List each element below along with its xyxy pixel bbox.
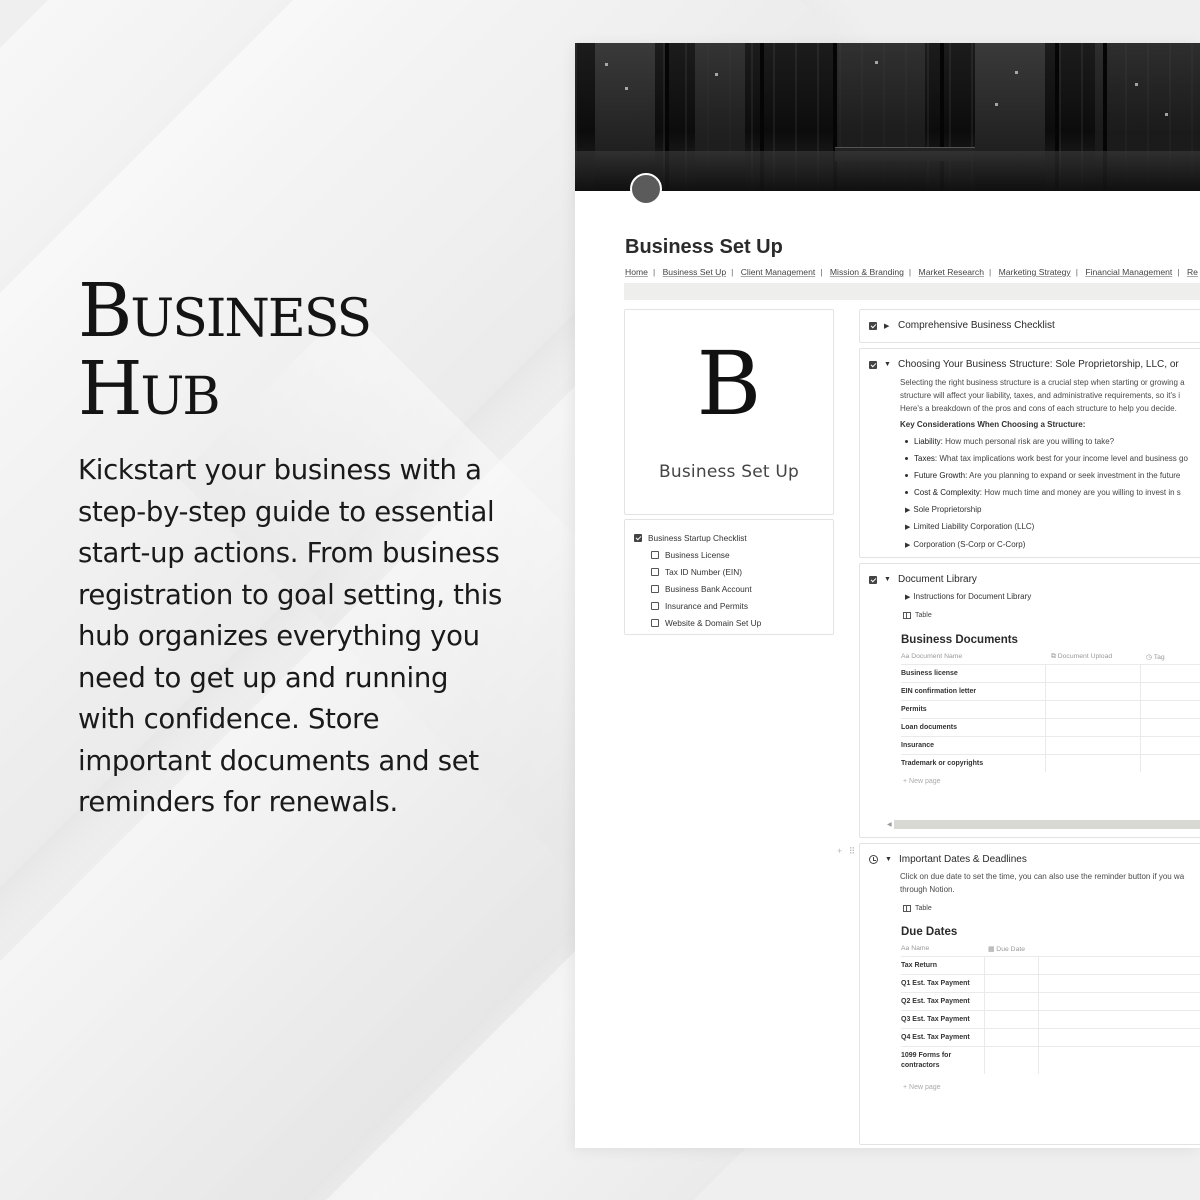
checkbox-icon[interactable] <box>651 551 659 559</box>
table-view-label: Table <box>915 905 932 912</box>
key-considerations-heading: Key Considerations When Choosing a Structure: <box>900 420 1086 429</box>
nav-link-home[interactable]: Home <box>625 267 648 277</box>
toggle-llc[interactable] <box>905 522 1034 531</box>
toggle-doc-instructions[interactable] <box>905 592 1031 601</box>
bullet-text: How much personal risk are you willing to take? <box>942 437 1115 446</box>
structure-paragraph <box>900 376 1200 415</box>
table-row[interactable] <box>901 992 1200 1010</box>
important-dates-toggle[interactable] <box>869 854 1027 865</box>
cell-name[interactable]: Q4 Est. Tax Payment <box>901 1029 985 1046</box>
cell-document-name[interactable]: Trademark or copyrights <box>901 755 1046 772</box>
toggle-right-icon[interactable]: ▶ <box>905 507 911 514</box>
page-title: Business Set Up <box>625 236 783 258</box>
divider-bar <box>624 283 1200 300</box>
logo-card[interactable] <box>624 309 834 515</box>
page-icon[interactable] <box>630 173 662 205</box>
cell-document-name[interactable]: EIN confirmation letter <box>901 683 1046 700</box>
checkbox-checked-icon[interactable] <box>869 322 877 330</box>
important-dates-block <box>859 843 1200 1145</box>
cell-name-line: contractors <box>901 1062 940 1069</box>
checklist-item[interactable] <box>634 597 833 614</box>
checklist-item-label: Website & Domain Set Up <box>665 617 762 628</box>
toggle-label: Instructions for Document Library <box>913 592 1032 601</box>
column-tag[interactable]: ◷ Tag <box>1146 654 1165 661</box>
cell-document-name[interactable]: Insurance <box>901 737 1046 754</box>
toggle-right-icon[interactable]: ▶ <box>884 322 890 330</box>
toggle-down-icon[interactable]: ▼ <box>884 361 891 368</box>
bullet-text: What tax implications work best for your income level and business go <box>937 454 1188 463</box>
nav-link-business-set-up[interactable]: Business Set Up <box>662 267 727 277</box>
table-row[interactable] <box>901 1046 1200 1074</box>
bullet-label: Future Growth: <box>914 471 968 480</box>
cell-name[interactable]: Tax Return <box>901 957 985 974</box>
consideration-bullet <box>905 437 1114 446</box>
column-document-name[interactable]: Aa Document Name <box>901 653 963 660</box>
structure-paragraph-line: Here's a breakdown of the pros and cons of each structure to help you decide. <box>900 404 1177 413</box>
cell-name[interactable]: Q3 Est. Tax Payment <box>901 1011 985 1028</box>
table-icon <box>903 905 911 912</box>
business-structure-toggle[interactable] <box>869 359 1179 370</box>
breadcrumb-nav: Home | Business Set Up | Client Management | Mission & Branding | Market Research | Marketing Strategy | Financial Management | Re <box>625 267 1198 277</box>
nav-link-market-research[interactable]: Market Research <box>918 267 984 277</box>
table-view-tab[interactable] <box>903 905 932 912</box>
notion-page <box>575 43 1200 1148</box>
structure-paragraph-line: Selecting the right business structure is a crucial step when starting or growing a <box>900 378 1185 387</box>
checkbox-icon[interactable] <box>651 585 659 593</box>
checklist-item-label: Business License <box>665 549 730 560</box>
nav-link-truncated[interactable]: Re <box>1186 267 1198 277</box>
checkbox-icon[interactable] <box>651 619 659 627</box>
table-row[interactable] <box>901 736 1200 754</box>
table-row[interactable] <box>901 682 1200 700</box>
toggle-label: Corporation (S-Corp or C-Corp) <box>913 540 1026 549</box>
table-row[interactable] <box>901 956 1200 974</box>
cell-document-name[interactable]: Business license <box>901 665 1046 682</box>
toggle-label: Limited Liability Corporation (LLC) <box>913 522 1035 531</box>
toggle-label: Sole Proprietorship <box>913 505 982 514</box>
checklist-item[interactable] <box>634 614 833 631</box>
hero-title-line2: Hub <box>78 346 219 432</box>
cell-name-line: 1099 Forms for <box>901 1052 952 1059</box>
table-view-tab[interactable] <box>903 612 932 619</box>
nav-link-financial-management[interactable]: Financial Management <box>1085 267 1173 277</box>
cell-name[interactable] <box>901 1047 985 1074</box>
bullet-text: Are you planning to expand or seek investment in the future <box>967 471 1181 480</box>
horizontal-scrollbar[interactable] <box>894 820 1200 829</box>
nav-link-client-management[interactable]: Client Management <box>740 267 816 277</box>
table-row[interactable] <box>901 718 1200 736</box>
checkbox-icon[interactable] <box>651 602 659 610</box>
consideration-bullet <box>905 488 1181 497</box>
comprehensive-checklist-title: Comprehensive Business Checklist <box>898 320 1055 331</box>
column-document-upload[interactable]: ⧉ Document Upload <box>1051 653 1113 660</box>
checklist-item-label: Tax ID Number (EIN) <box>665 566 742 577</box>
checklist-item[interactable] <box>634 580 833 597</box>
hero-title <box>78 268 548 432</box>
hero-title-line1: Business <box>78 268 371 354</box>
consideration-bullet <box>905 471 1180 480</box>
nav-link-marketing-strategy[interactable]: Marketing Strategy <box>998 267 1071 277</box>
checkbox-checked-icon[interactable] <box>869 361 877 369</box>
document-library-toggle[interactable] <box>869 574 977 585</box>
table-icon <box>903 612 911 619</box>
bullet-label: Taxes: <box>914 454 938 463</box>
business-structure-title: Choosing Your Business Structure: Sole Proprietorship, LLC, or <box>898 359 1179 370</box>
checkbox-checked-icon[interactable] <box>869 576 877 584</box>
bullet-label: Liability: <box>914 437 943 446</box>
checklist-item-label: Insurance and Permits <box>665 600 749 611</box>
structure-paragraph-line: structure will affect your liability, taxes, and administrative requirements, so it's i <box>900 391 1181 400</box>
checklist-header[interactable] <box>634 529 833 546</box>
due-dates-table <box>901 956 1200 1074</box>
table-row[interactable] <box>901 700 1200 718</box>
column-name[interactable]: Aa Name <box>901 945 930 952</box>
toggle-right-icon[interactable]: ▶ <box>905 524 911 531</box>
new-page-button[interactable]: + New page <box>903 1084 941 1091</box>
logo-letter: B <box>696 332 762 435</box>
logo-caption: Business Set Up <box>659 462 799 482</box>
document-library-block <box>859 563 1200 838</box>
dates-paragraph <box>900 870 1200 896</box>
nav-link-mission-branding[interactable]: Mission & Branding <box>829 267 904 277</box>
toggle-down-icon[interactable]: ▼ <box>885 856 892 863</box>
clock-icon <box>869 855 878 864</box>
checklist-item-label: Business Bank Account <box>665 583 752 594</box>
column-due-date[interactable]: ▦ Due Date <box>988 946 1026 953</box>
comprehensive-checklist-toggle[interactable] <box>869 320 1055 331</box>
table-row[interactable] <box>901 1010 1200 1028</box>
checklist-item[interactable] <box>634 563 833 580</box>
table-row[interactable] <box>901 1028 1200 1046</box>
dates-paragraph-line: Click on due date to set the time, you can also use the reminder button if you wa <box>900 872 1185 881</box>
important-dates-title: Important Dates & Deadlines <box>899 854 1027 865</box>
checklist-item[interactable] <box>634 546 833 563</box>
toggle-corporation[interactable] <box>905 540 1025 549</box>
checkbox-icon[interactable] <box>651 568 659 576</box>
drag-handle-icon[interactable]: + ⠿ <box>837 846 858 856</box>
startup-checklist-card <box>624 519 834 635</box>
checkbox-checked-icon[interactable] <box>634 534 642 542</box>
dates-paragraph-line: through Notion. <box>900 885 955 894</box>
table-row[interactable] <box>901 754 1200 772</box>
hero-description: Kickstart your business with a step-by-step guide to essential start-up actions. From business registration to goal setting, this hub organizes everything you need to get up and running with confidence. Store important documents and set reminders for renewals. <box>78 454 503 818</box>
toggle-down-icon[interactable]: ▼ <box>884 576 891 583</box>
due-dates-title: Due Dates <box>901 926 958 938</box>
bullet-label: Cost & Complexity: <box>914 488 983 497</box>
documents-table <box>901 664 1200 772</box>
document-library-title: Document Library <box>898 574 977 585</box>
business-structure-block <box>859 348 1200 558</box>
business-documents-title: Business Documents <box>901 634 1018 646</box>
scroll-left-icon[interactable]: ◀ <box>887 822 892 828</box>
toggle-right-icon[interactable]: ▶ <box>905 542 911 549</box>
cell-name[interactable]: Q2 Est. Tax Payment <box>901 993 985 1010</box>
documents-table-header <box>901 653 1165 661</box>
due-dates-table-header <box>901 945 1025 953</box>
toggle-right-icon[interactable]: ▶ <box>905 594 911 601</box>
table-row[interactable] <box>901 974 1200 992</box>
cell-document-name[interactable]: Loan documents <box>901 719 1046 736</box>
table-row[interactable] <box>901 664 1200 682</box>
cell-document-name[interactable]: Permits <box>901 701 1046 718</box>
bullet-text: How much time and money are you willing to invest in s <box>982 488 1181 497</box>
cell-name[interactable]: Q1 Est. Tax Payment <box>901 975 985 992</box>
cover-image <box>575 43 1200 191</box>
table-view-label: Table <box>915 612 932 619</box>
new-page-button[interactable]: + New page <box>903 778 941 785</box>
checklist-title: Business Startup Checklist <box>648 532 747 543</box>
consideration-bullet <box>905 454 1188 463</box>
comprehensive-checklist-block <box>859 309 1200 343</box>
toggle-sole-proprietorship[interactable] <box>905 505 981 514</box>
